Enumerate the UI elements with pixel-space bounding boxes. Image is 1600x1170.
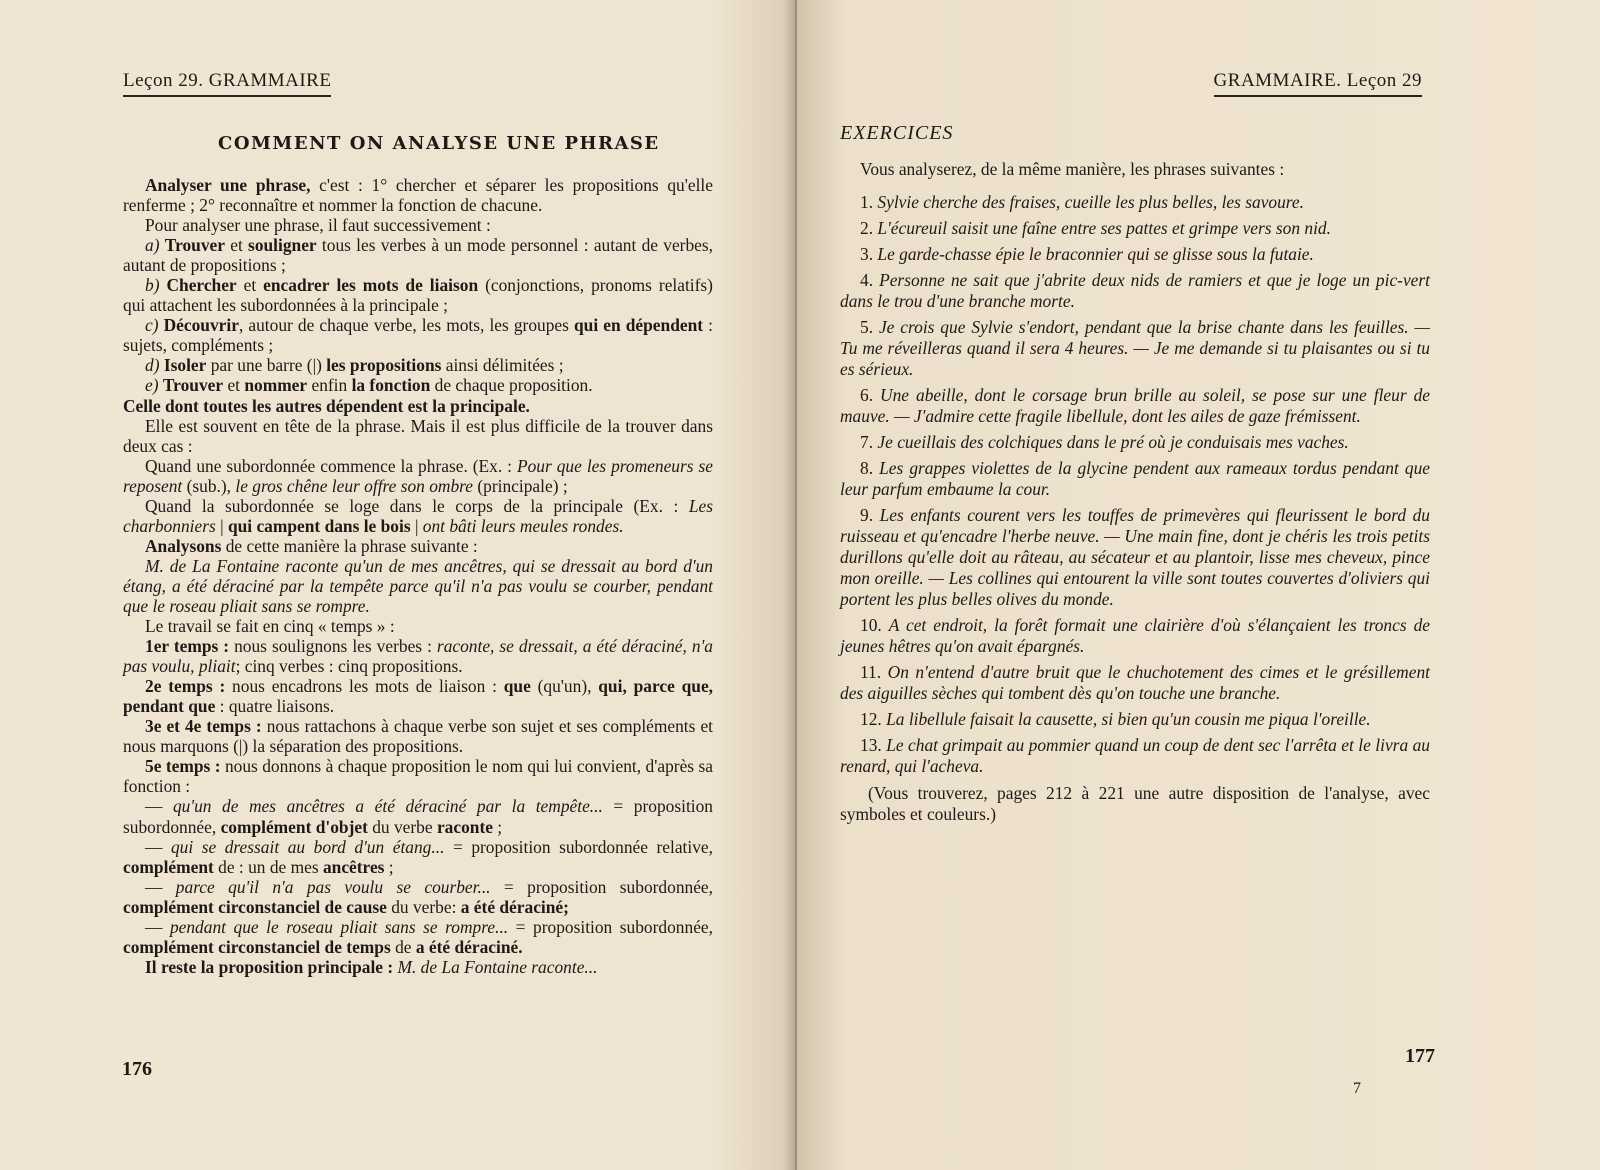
left-page-number: 176 xyxy=(122,1058,152,1080)
right-running-head: GRAMMAIRE. Leçon 29 xyxy=(1214,70,1422,97)
exercise-number: 5. xyxy=(860,317,874,337)
temps-3-4: 3e et 4e temps : nous rattachons à chaque verbe son sujet et ses compléments et nous marquons (|) la séparation des propositions. xyxy=(123,716,713,757)
exercise-text: On n'entend d'autre bruit que le chuchotement des cimes et le grésillement des aiguilles sèches qui tombent dès qu'on touche une branche. xyxy=(840,662,1430,703)
result-1: — qu'un de mes ancêtres a été déraciné par la tempête... = proposition subordonnée, complément d'objet du verbe raconte ; xyxy=(123,796,713,837)
exercise-number: 10. xyxy=(860,615,882,635)
exercise-item xyxy=(840,218,1430,239)
result-4: — pendant que le roseau pliait sans se rompre... = proposition subordonnée, complément circonstanciel de temps de a été déraciné. xyxy=(123,916,713,957)
step-b: b) Chercher et encadrer les mots de liaison (conjonctions, pronoms relatifs) qui attachent les subordonnées à la principale ; xyxy=(123,275,713,316)
exercise-item xyxy=(840,192,1430,213)
exercise-number: 3. xyxy=(860,244,874,264)
paragraph-difficult-cases: Elle est souvent en tête de la phrase. Mais il est plus difficile de la trouver dans deux cas : xyxy=(123,415,713,456)
step-a: a) Trouver et souligner tous les verbes à un mode personnel : autant de verbes, autant de propositions ; xyxy=(123,235,713,276)
exercise-text: La libellule faisait la causette, si bien qu'un cousin me piqua l'oreille. xyxy=(886,709,1371,729)
left-running-head: Leçon 29. GRAMMAIRE xyxy=(123,70,331,97)
exercise-number: 6. xyxy=(860,385,874,405)
temps-1: 1er temps : nous soulignons les verbes : raconte, se dressait, a été déraciné, n'a pas voulu, pliait; cinq verbes : cinq propositions. xyxy=(123,636,713,677)
right-body-text xyxy=(840,122,1430,830)
exercise-text: Une abeille, dont le corsage brun brille au soleil, se pose sur une fleur de mauve. — J'admire cette fragile libellule, dont les ailes de gaze frémissent. xyxy=(840,385,1430,426)
exercise-text: Sylvie cherche des fraises, cueille les plus belles, les savoure. xyxy=(877,192,1304,212)
exercise-item xyxy=(840,244,1430,265)
step-e: e) Trouver et nommer enfin la fonction de chaque proposition. xyxy=(145,375,593,396)
exercise-item xyxy=(840,615,1430,657)
right-page xyxy=(797,0,1600,1170)
result-final: Il reste la proposition principale : M. de La Fontaine raconte... xyxy=(145,956,598,977)
principal-definition: Celle dont toutes les autres dépendent est la principale. xyxy=(123,395,530,416)
exercise-item xyxy=(840,505,1430,610)
case-2: Quand la subordonnée se loge dans le corps de la principale (Ex. : Les charbonniers | qui campent dans le bois | ont bâti leurs meules rondes. xyxy=(123,495,713,536)
exercise-number: 8. xyxy=(860,458,874,478)
exercise-text: Je cueillais des colchiques dans le pré où je conduisais mes vaches. xyxy=(877,432,1349,452)
exercise-item xyxy=(840,317,1430,380)
temps-5: 5e temps : nous donnons à chaque proposition le nom qui lui convient, d'après sa fonction : xyxy=(123,756,713,797)
exercise-text: Le chat grimpait au pommier quand un coup de dent sec l'arrêta et le livra au renard, qui l'acheva. xyxy=(840,735,1430,776)
paragraph-method-intro: Pour analyser une phrase, il faut successivement : xyxy=(145,215,491,236)
paragraph-definition: Analyser une phrase, c'est : 1° chercher et séparer les propositions qu'elle renferme ; 2° reconnaître et nommer la fonction de chacune. xyxy=(123,175,713,216)
example-sentence: M. de La Fontaine raconte qu'un de mes ancêtres, qui se dressait au bord d'un étang, a été déraciné par la tempête parce qu'il n'a pas voulu se courber, pendant que le roseau pliait sans se rompre. xyxy=(123,555,713,616)
case-1: Quand une subordonnée commence la phrase. (Ex. : Pour que les promeneurs se reposent (sub.), le gros chêne leur offre son ombre (principale) ; xyxy=(123,455,713,496)
exercise-text: Personne ne sait que j'abrite deux nids de ramiers et que je loge un pic-vert dans le trou d'une branche morte. xyxy=(840,270,1430,311)
lesson-title: COMMENT ON ANALYSE UNE PHRASE xyxy=(218,133,660,154)
exercise-number: 12. xyxy=(860,709,882,729)
paragraph-analysons: Analysons de cette manière la phrase suivante : xyxy=(145,535,478,556)
exercises-note: (Vous trouverez, pages 212 à 221 une autre disposition de l'analyse, avec symboles et couleurs.) xyxy=(840,783,1430,824)
exercise-item xyxy=(840,270,1430,312)
left-page xyxy=(0,0,795,1170)
exercise-number: 13. xyxy=(860,735,882,755)
paragraph-five-steps: Le travail se fait en cinq « temps » : xyxy=(145,616,395,637)
exercise-list xyxy=(840,192,1430,777)
exercise-item xyxy=(840,432,1430,453)
running-head-rule xyxy=(1214,95,1422,97)
exercise-number: 9. xyxy=(860,505,874,525)
result-3: — parce qu'il n'a pas voulu se courber... = proposition subordonnée, complément circonstanciel de cause du verbe: a été déraciné; xyxy=(123,876,713,917)
exercise-text: L'écureuil saisit une faîne entre ses pattes et grimpe vers son nid. xyxy=(877,218,1331,238)
result-2: — qui se dressait au bord d'un étang... = proposition subordonnée relative, complément de : un de mes ancêtres ; xyxy=(123,836,713,877)
exercise-text: Je crois que Sylvie s'endort, pendant que la brise chante dans les feuilles. — Tu me réveilleras quand il sera 4 heures. — Je me demande si tu plaisantes ou si tu es sérieux. xyxy=(840,317,1430,379)
exercise-item xyxy=(840,735,1430,777)
exercise-item xyxy=(840,709,1430,730)
exercise-item xyxy=(840,662,1430,704)
running-head-rule xyxy=(123,95,331,97)
left-body-text xyxy=(123,175,713,977)
exercise-text: Le garde-chasse épie le braconnier qui se glisse sous la futaie. xyxy=(877,244,1314,264)
exercise-item xyxy=(840,458,1430,500)
step-c: c) Découvrir, autour de chaque verbe, les mots, les groupes qui en dépendent : sujets, compléments ; xyxy=(123,315,713,356)
exercise-number: 7. xyxy=(860,432,874,452)
exercises-heading: EXERCICES xyxy=(840,122,954,144)
exercise-text: Les enfants courent vers les touffes de primevères qui fleurissent le bord du ruisseau et qu'encadre l'herbe neuve. — Une main fine, dont je chéris les trois petits durillons qu'elle doit au râteau, au sécateur et au plantoir, lisse mes cheveux, pince mon oreille. — Les collines qui entourent la ville sont toutes couvertes d'oliviers qui portent les plus belles olives du monde. xyxy=(840,505,1430,609)
temps-2: 2e temps : nous encadrons les mots de liaison : que (qu'un), qui, parce que, pendant que : quatre liaisons. xyxy=(123,676,714,717)
exercise-number: 1. xyxy=(860,192,874,212)
exercises-intro: Vous analyserez, de la même manière, les phrases suivantes : xyxy=(860,159,1285,179)
exercise-number: 4. xyxy=(860,270,874,290)
exercise-number: 2. xyxy=(860,218,874,238)
exercise-text: A cet endroit, la forêt formait une clairière d'où s'élançaient les troncs de jeunes hêtres qu'on avait épargnés. xyxy=(840,615,1430,656)
exercise-item xyxy=(840,385,1430,427)
step-d: d) Isoler par une barre (|) les propositions ainsi délimitées ; xyxy=(145,355,564,376)
exercise-number: 11. xyxy=(860,662,882,682)
exercise-text: Les grappes violettes de la glycine pendent aux rameaux tordus pendant que leur parfum embaume la cour. xyxy=(840,458,1430,499)
signature-mark: 7 xyxy=(1353,1080,1361,1097)
right-page-number: 177 xyxy=(1405,1045,1435,1067)
